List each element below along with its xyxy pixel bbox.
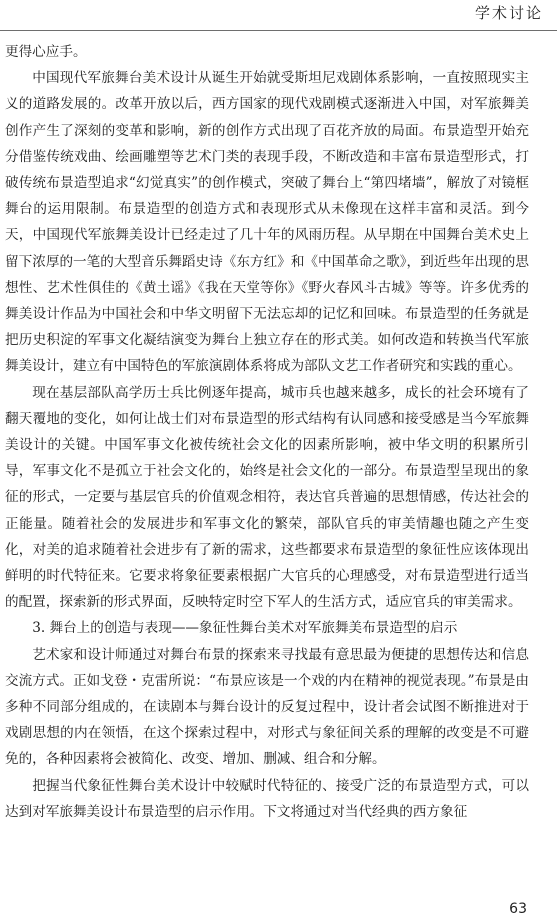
paragraph: 现在基层部队高学历士兵比例逐年提高，城市兵也越来越多，成长的社会环境有了翻天覆地的变化，如何让战士们对布景造型的形式结构有认同感和接受感是当今军旅舞美设计的关键。中国军事文化被传统社会文化的因素所影响，被中华文明的积累所引导，军事文化不是孤立于社会文化的，始终是社会文化的一部分。布景造型呈现出的象征的形式，一定要与基层官兵的价值观念相符，表达官兵普遍的思想情感，传达社会的正能量。随着社会的发展进步和军事文化的繁荣，部队官兵的审美情趣也随之产生变化，对美的追求随着社会进步有了新的需求，这些都要求布景造型的象征性应该体现出鲜明的时代特征来。它要求将象征要素根据广大官兵的心理感受，对布景造型进行适当的配置，探索新的形式界面，反映特定时空下军人的生活方式，适应官兵的审美需求。 (5, 384, 529, 611)
paragraph: 中国现代军旅舞台美术设计从诞生开始就受斯坦尼戏剧体系影响，一直按照现实主义的道路发展的。改革开放以后，西方国家的现代戏剧模式逐渐进入中国，对军旅舞美创作产生了深刻的变革和影响，新的创作方式出现了百花齐放的局面。布景造型开始充分借鉴传统戏曲、绘画雕塑等艺术门类的表现手段，不断改造和丰富布景造型形式，打破传统布景造型追求“幻觉真实”的创作模式，突破了舞台上“第四堵墙”，解放了对镜框舞台的运用限制。布景造型的创造方式和表现形式从未像现在这样丰富和灵活。到今天，中国现代军旅舞美设计已经走过了几十年的风雨历程。从早期在中国舞台美术史上留下浓厚的一笔的大型音乐舞蹈史诗《东方红》和《中国革命之歌》，到近些年出现的思想性、艺术性俱佳的《黄土谣》《我在天堂等你》《野火春风斗古城》等等。许多优秀的舞美设计作品为中国社会和中华文明留下无法忘却的记忆和回味。布景造型的任务就是把历史积淀的军事文化凝结演变为舞台上独立存在的形式美。如何改造和转换当代军旅舞美设计，建立有中国特色的军旅演剧体系将成为部队文艺工作者研究和实践的重心。 (5, 70, 529, 375)
section-heading: 3. 舞台上的创造与表现——象征性舞台美术对军旅舞美布景造型的启示 (32, 620, 458, 637)
paragraph: 把握当代象征性舞台美术设计中较赋时代特征的、接受广泛的布景造型方式，可以达到对军旅舞美设计布景造型的启示作用。下文将通过对当代经典的西方象征 (5, 777, 529, 820)
paragraph-continuation: 更得心应手。 (5, 44, 87, 60)
section-title: 学术讨论 (474, 4, 543, 22)
article-body (5, 39, 529, 825)
page-number: 63 (509, 901, 527, 917)
paragraph: 艺术家和设计师通过对舞台布景的探索来寻找最有意思最为便捷的思想传达和信息交流方式。正如戈登・克雷所说：“布景应该是一个戏的内在精神的视觉表现。”布景是由多种不同部分组成的，在读剧本与舞台设计的反复过程中，设计者会试图不断推进对于戏剧思想的内在领悟，在这个探索过程中，对形式与象征间关系的理解的改变是不可避免的，各种因素将会被简化、改变、增加、删减、组合和分解。 (5, 646, 529, 768)
running-header (0, 0, 557, 31)
